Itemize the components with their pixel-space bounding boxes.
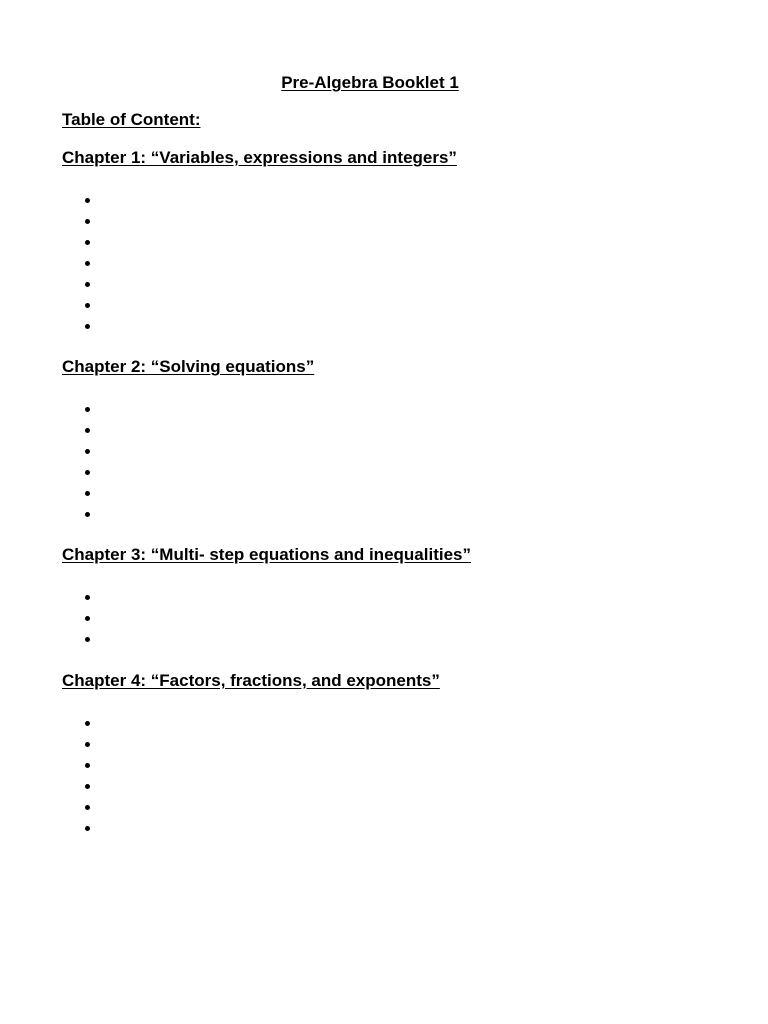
list-item	[62, 734, 742, 755]
list-item	[62, 797, 742, 818]
list-item	[62, 295, 742, 316]
chapter-3-title: Chapter 3: “Multi- step equations and inequalities”	[62, 545, 471, 564]
table-of-contents-heading: Table of Content:	[62, 110, 201, 129]
list-item	[62, 629, 742, 650]
list-item	[62, 316, 742, 337]
list-item	[62, 776, 742, 797]
bullet-icon	[85, 324, 90, 329]
bullet-icon	[85, 784, 90, 789]
chapter-2-title: Chapter 2: “Solving equations”	[62, 357, 315, 376]
bullet-icon	[85, 219, 90, 224]
bullet-icon	[85, 428, 90, 433]
document-title: Pre-Algebra Booklet 1	[281, 73, 459, 92]
list-item	[62, 462, 742, 483]
chapter-3-bullet-list	[62, 587, 742, 650]
bullet-icon	[85, 198, 90, 203]
list-item	[62, 232, 742, 253]
list-item	[62, 441, 742, 462]
bullet-icon	[85, 616, 90, 621]
chapter-1-bullet-list	[62, 190, 742, 337]
bullet-icon	[85, 240, 90, 245]
bullet-icon	[85, 449, 90, 454]
bullet-icon	[85, 595, 90, 600]
chapter-4-title: Chapter 4: “Factors, fractions, and exponents”	[62, 671, 440, 690]
chapter-2-bullet-list	[62, 399, 742, 525]
list-item	[62, 274, 742, 295]
bullet-icon	[85, 805, 90, 810]
bullet-icon	[85, 491, 90, 496]
list-item	[62, 399, 742, 420]
chapter-1-title: Chapter 1: “Variables, expressions and integers”	[62, 148, 457, 167]
list-item	[62, 253, 742, 274]
list-item	[62, 504, 742, 525]
bullet-icon	[85, 763, 90, 768]
bullet-icon	[85, 721, 90, 726]
bullet-icon	[85, 407, 90, 412]
list-item	[62, 713, 742, 734]
chapter-3-section	[62, 545, 742, 650]
bullet-icon	[85, 826, 90, 831]
bullet-icon	[85, 742, 90, 747]
bullet-icon	[85, 261, 90, 266]
bullet-icon	[85, 303, 90, 308]
chapter-2-section	[62, 357, 742, 525]
chapter-4-bullet-list	[62, 713, 742, 839]
list-item	[62, 587, 742, 608]
bullet-icon	[85, 470, 90, 475]
list-item	[62, 211, 742, 232]
list-item	[62, 483, 742, 504]
list-item	[62, 818, 742, 839]
list-item	[62, 608, 742, 629]
bullet-icon	[85, 282, 90, 287]
list-item	[62, 190, 742, 211]
chapter-1-section	[62, 148, 742, 337]
list-item	[62, 755, 742, 776]
bullet-icon	[85, 637, 90, 642]
list-item	[62, 420, 742, 441]
chapter-4-section	[62, 671, 742, 839]
bullet-icon	[85, 512, 90, 517]
